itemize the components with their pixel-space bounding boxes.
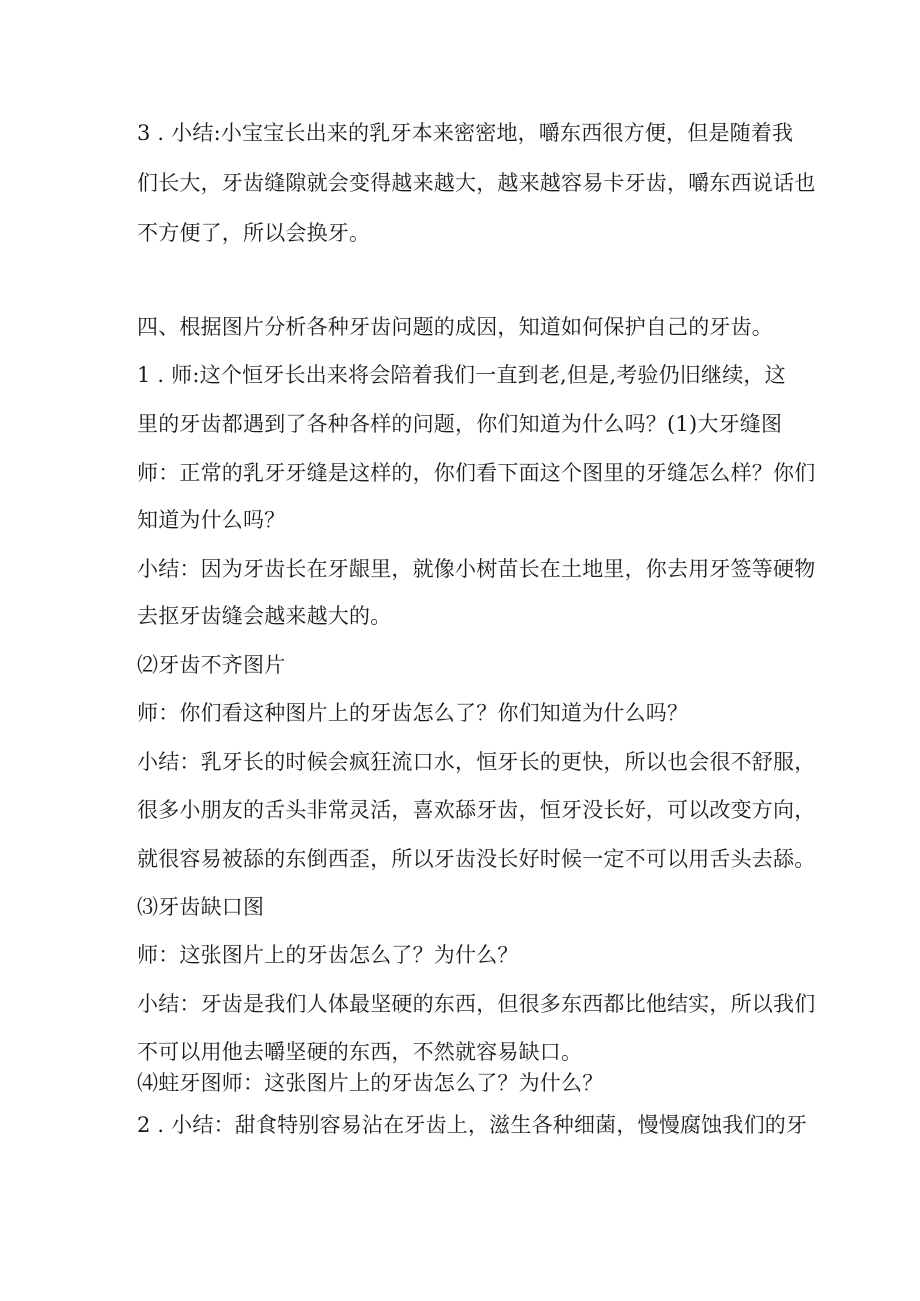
paragraph-line: ⑷蛀牙图师：这张图片上的牙齿怎么了？为什么？: [137, 1071, 604, 1095]
paragraph-line: 不可以用他去嚼坚硬的东西，不然就容易缺口。: [137, 1040, 583, 1064]
paragraph-line: 3 . 小结:小宝宝长出来的乳牙本来密密地，嚼东西很方便，但是随着我: [137, 121, 794, 145]
paragraph-line: 师：正常的乳牙牙缝是这样的，你们看下面这个图里的牙缝怎么样？你们: [137, 461, 816, 485]
paragraph-line: 师：这张图片上的牙齿怎么了？为什么？: [137, 943, 519, 967]
section-heading: 四、根据图片分析各种牙齿问题的成因，知道如何保护自己的牙齿。: [137, 315, 773, 339]
paragraph-line: 1 . 师:这个恒牙长出来将会陪着我们一直到老,但是,考验仍旧继续，这: [137, 363, 786, 387]
paragraph-line: 小结：牙齿是我们人体最坚硬的东西，但很多东西都比他结实，所以我们: [137, 992, 816, 1016]
paragraph-line: 就很容易被舔的东倒西歪，所以牙齿没长好时候一定不可以用舌头去舔。: [137, 847, 816, 871]
subheading-line: ⑶牙齿缺口图: [137, 895, 265, 919]
paragraph-line: 师：你们看这种图片上的牙齿怎么了？你们知道为什么吗？: [137, 701, 689, 725]
paragraph-line: 很多小朋友的舌头非常灵活，喜欢舔牙齿，恒牙没长好，可以改变方向，: [137, 798, 816, 822]
paragraph-line: 2 . 小结：甜食特别容易沾在牙齿上，滋生各种细菌，慢慢腐蚀我们的牙: [137, 1113, 808, 1137]
paragraph-line: 里的牙齿都遇到了各种各样的问题，你们知道为什么吗？(1)大牙缝图: [137, 412, 783, 436]
paragraph-line: 不方便了，所以会换牙。: [137, 221, 371, 245]
paragraph-line: 小结：因为牙齿长在牙龈里，就像小树苗长在土地里，你去用牙签等硬物: [137, 557, 816, 581]
subheading-line: ⑵牙齿不齐图片: [137, 653, 286, 677]
paragraph-line: 去抠牙齿缝会越来越大的。: [137, 604, 392, 628]
paragraph-line: 知道为什么吗？: [137, 508, 286, 532]
paragraph-line: 小结：乳牙长的时候会疯狂流口水，恒牙长的更快，所以也会很不舒服，: [137, 750, 816, 774]
paragraph-line: 们长大，牙齿缝隙就会变得越来越大，越来越容易卡牙齿，嚼东西说话也: [137, 171, 816, 195]
